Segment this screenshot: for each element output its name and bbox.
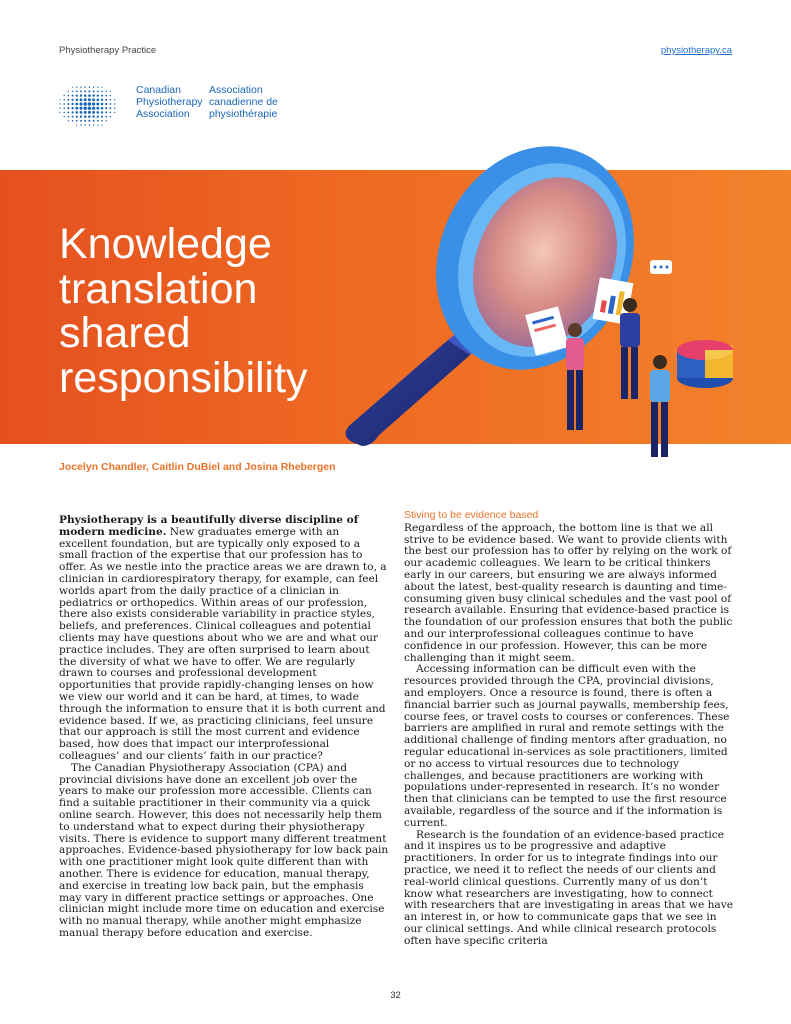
logo-dot <box>84 94 87 97</box>
logo-dot <box>79 107 82 110</box>
logo-dot <box>96 111 99 114</box>
logo-dot <box>72 95 74 97</box>
logo-en-line: Canadian <box>136 84 181 96</box>
logo-dot <box>105 111 107 113</box>
logo-dot <box>89 86 91 88</box>
logo-dot <box>88 102 92 106</box>
logo-dot <box>84 120 86 122</box>
paragraph: Research is the foundation of an evidence-based practice and it inspires us to be progressive and adaptive practitioners. In order for us to integrate findings into our practice, we need it to reflect the needs of our clients and real-world clinical questions. Currently many of us don’t know what researchers are investigating, how to connect with researchers that are investigating in areas that we have an interest in, or how to communicate gaps that we see in our clinical settings. And while clinical research protocols often have specific criteria <box>404 828 733 947</box>
logo-dot <box>96 107 99 110</box>
logo-dot <box>101 91 103 93</box>
logo-dot <box>63 112 65 114</box>
logo-dot <box>114 99 115 100</box>
logo-dot <box>83 106 86 109</box>
logo-dot <box>68 116 70 118</box>
logo-dot <box>80 111 83 114</box>
logo-dot <box>101 103 104 106</box>
logo-dot <box>80 98 83 101</box>
logo-dot <box>101 124 102 125</box>
logo-dot <box>101 87 102 88</box>
logo-dot <box>75 103 78 106</box>
logo-dot <box>76 124 77 125</box>
logo-dot <box>101 107 104 110</box>
logo-dot <box>88 115 91 118</box>
logo-en-line: Physiotherapy <box>136 96 203 108</box>
logo-dot <box>79 102 82 105</box>
logo-dot <box>76 120 78 122</box>
logo-dot <box>105 103 107 105</box>
logo-fr-line: Association <box>209 84 263 96</box>
logo-dot <box>89 124 91 126</box>
logo-dot <box>105 107 107 109</box>
logo-dot <box>110 103 112 105</box>
logo-dot <box>80 115 82 117</box>
page-number: 32 <box>390 990 401 1001</box>
speech-bubble-icon <box>650 260 672 274</box>
section-heading: Stiving to be evidence based <box>404 509 539 521</box>
logo-dot <box>63 107 65 109</box>
logo-dot <box>97 124 98 125</box>
logo-dot <box>59 99 60 100</box>
logo-dot <box>93 90 95 92</box>
logo-dot <box>93 120 95 122</box>
logo-dot <box>97 94 99 96</box>
logo-dot <box>64 95 65 96</box>
paragraph: The Canadian Physiotherapy Association (CPA) and provincial divisions have done an excellent job over the years to make our profession more accessible. Clients can find a suitable practitioner in their community via a quick online search. However, this does not necessarily help them to understand what to expect during their physiotherapy visits. There is evidence to support many different treatment approaches. Evidence-based physiotherapy for low back pain with one practitioner might look quite different than with another. There is evidence for education, manual therapy, and exercise in treating low back pain, but the emphasis may vary in different practice settings or approaches. One clinician might include more time on education and exercise with no manual therapy, while another might emphasize manual therapy before education and exercise. <box>59 761 389 939</box>
logo-dot <box>76 116 78 118</box>
logo-dot <box>93 124 94 125</box>
logo-dot <box>101 111 103 113</box>
logo-dot <box>71 103 73 105</box>
logo-dot <box>76 91 78 93</box>
logo-dot <box>76 87 77 88</box>
logo-dot <box>105 116 107 118</box>
person-figure <box>650 355 670 457</box>
logo-dot <box>80 86 81 87</box>
lead-sentence: Physiotherapy is a beautifully diverse discipline of modern medicine. <box>59 514 359 538</box>
title-line: translation <box>59 264 258 313</box>
logo-dot <box>75 107 78 110</box>
magnifier-handle <box>345 330 480 446</box>
logo-dot <box>67 107 69 109</box>
logo-dot <box>83 102 86 105</box>
person-figure <box>620 298 640 399</box>
logo-dot <box>97 87 98 88</box>
title-line: responsibility <box>59 353 308 402</box>
logo-dot <box>96 98 99 101</box>
paragraph <box>59 515 389 763</box>
logo-dot <box>84 111 87 114</box>
logo-dot <box>92 94 94 96</box>
logo-dot <box>92 107 95 110</box>
logo-dot <box>68 91 69 92</box>
pie-chart-icon <box>677 340 733 388</box>
logo-dot <box>92 111 95 114</box>
logo-dot <box>88 111 91 114</box>
paragraph: Accessing information can be difficult even with the resources provided through the CPA, provincial divisions, and employers. Once a resource is found, there is often a financial barrier such as journal paywalls, membership fees, course fees, or travel costs to courses or conferences. These barriers are amplified in rural and remote settings with the additional challenge of finding mentors after graduation, no regular educational in-services as sole practitioners, limited or no access to virtual resources due to technology challenges, and because practitioners are working with populations under-represented in research. It’s no wonder then that clinicians can be tempted to use the first resource available, regardless of the source and if the information is current. <box>404 663 730 829</box>
logo-dot <box>92 115 94 117</box>
logo-dot <box>101 120 103 122</box>
logo-dot <box>101 99 103 101</box>
logo-dot <box>71 99 73 101</box>
logo-dot <box>84 90 86 92</box>
logo-dot <box>76 95 78 97</box>
logo-dot <box>84 98 87 101</box>
logo-dot <box>76 99 79 102</box>
logo-dot <box>68 120 69 121</box>
logo-text-english <box>136 84 203 120</box>
logo-dot <box>92 102 95 105</box>
logo-dot <box>106 120 107 121</box>
logo-dot <box>105 95 107 97</box>
logo-dot <box>110 112 112 114</box>
logo-dot <box>88 90 90 92</box>
logo-dot <box>64 116 65 117</box>
logo-dot <box>97 90 99 92</box>
logo-dot <box>110 116 111 117</box>
logo-dot <box>59 108 60 109</box>
website-link[interactable]: physiotherapy.ca <box>660 45 732 56</box>
left-column <box>59 515 389 940</box>
logo-dot <box>80 94 82 96</box>
logo-dot <box>110 107 112 109</box>
magnifying-glass-illustration <box>330 140 791 470</box>
logo-dot <box>72 120 74 122</box>
publication-name: Physiotherapy Practice <box>59 45 157 56</box>
logo-dot <box>97 115 99 117</box>
logo-dot <box>96 103 99 106</box>
logo-dot <box>88 98 91 101</box>
title-line: shared <box>59 309 191 357</box>
title-line: Knowledge <box>59 220 272 268</box>
logo-dot <box>59 103 60 104</box>
logo-dot <box>72 87 73 88</box>
logo-dot <box>110 99 112 101</box>
logo-dot <box>80 124 81 125</box>
logo-dot <box>71 107 73 109</box>
logo-dot <box>72 116 74 118</box>
logo-dot <box>67 111 69 113</box>
logo-dot <box>88 120 90 122</box>
paragraph: Regardless of the approach, the bottom line is that we all strive to be evidence based. We want to provide clients with the best our profession has to offer by relying on the work of our academic colleagues. We learn to be critical thinkers early in our careers, but ensuring we are always informed about the latest, best-quality research is daunting and time-consuming given busy clinical schedules and the vast pool of research available. Ensuring that evidence-based practice is the foundation of our profession ensures that both the public and our interprofessional colleagues continue to have confidence in our profession. However, this can be more challenging than it might seem. <box>404 521 733 664</box>
logo-fr-line: canadienne de <box>209 96 278 108</box>
logo-dot <box>80 90 82 92</box>
logo-dot <box>106 91 107 92</box>
logo-dot <box>72 91 74 93</box>
article-authors: Jocelyn Chandler, Caitlin DuBiel and Josina Rhebergen <box>59 461 336 473</box>
article-title <box>59 222 308 400</box>
logo-dot <box>67 99 69 101</box>
logo-dot <box>114 103 115 104</box>
right-column <box>404 510 734 947</box>
logo-dot <box>114 112 115 113</box>
logo-dot <box>88 94 91 97</box>
logo-en-line: Association <box>136 108 190 120</box>
logo-dot <box>76 111 79 114</box>
logo-dot <box>84 115 87 118</box>
logo-dot <box>63 99 65 101</box>
logo-dot <box>92 98 95 101</box>
logo-dot <box>93 86 94 87</box>
logo-dot <box>88 106 92 110</box>
logo-dot <box>84 124 85 125</box>
logo-dot <box>110 91 111 92</box>
logo-dot <box>101 95 103 97</box>
logo-dot <box>101 116 103 118</box>
logo-dot <box>97 120 99 122</box>
logo-dot <box>84 86 86 88</box>
logo-text-french <box>209 84 278 120</box>
logo-dot <box>68 95 70 97</box>
logo-dot <box>114 107 115 108</box>
paragraph-text: New graduates emerge with an excellent foundation, but are typically only exposed to a small fraction of the expertise that our profession has to offer. As we nestle into the practice areas we are drawn to, a clinician in cardiorespiratory therapy, for example, can feel worlds apart from the daily practice of a clinician in pediatrics or orthopedics. Within areas of our profession, there also exists considerable variability in practice styles, beliefs, and preferences. Clinical colleagues and potential clients may have questions about who we are and what our practice includes. They are often surprised to learn about the diversity of what we have to offer. We are regularly drawn to courses and professional development opportunities that provide rapidly-changing lenses on how we view our world and it can be hard, at times, to wade through the information to ensure that it is both current and evidence based. If we, as practicing clinicians, feel unsure that our approach is still the most current and evidence based, how does that impact our interprofessional colleagues’ and our clients’ faith in our practice? <box>59 525 387 762</box>
logo-dot <box>63 103 65 105</box>
logo-dot <box>105 99 107 101</box>
logo-dot <box>67 103 69 105</box>
logo-fr-line: physiothérapie <box>209 108 278 120</box>
logo-dot <box>110 95 111 96</box>
logo-dot <box>59 112 60 113</box>
logo-dot <box>71 111 73 113</box>
person-figure <box>566 323 584 430</box>
logo-dot <box>80 120 82 122</box>
